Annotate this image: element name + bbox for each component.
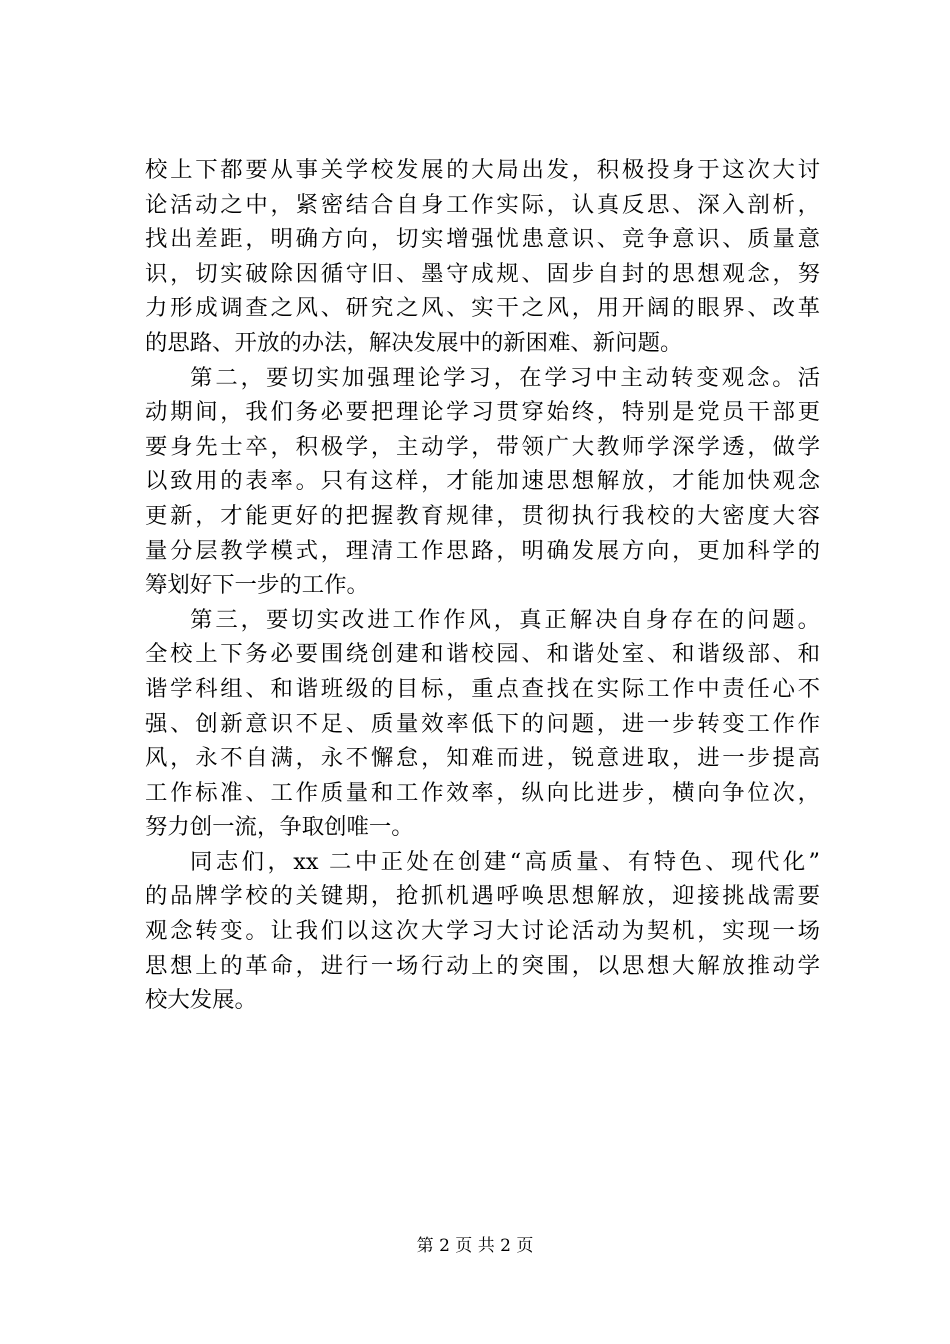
- text-line: 识，切实破除因循守旧、墨守成规、固步自封的思想观念，努: [145, 260, 820, 287]
- page-footer: [0, 1234, 950, 1258]
- text-line: 同志们，xx 二中正处在创建“高质量、有特色、现代化”: [190, 848, 820, 875]
- text-line: 努力创一流，争取创唯一。: [145, 814, 414, 841]
- text-line: 要身先士卒，积极学，主动学，带领广大教师学深学透，做学: [145, 433, 820, 460]
- text-line: 以致用的表率。只有这样，才能加速思想解放，才能加快观念: [145, 468, 820, 495]
- page-number: 第 2 页 共 2 页: [416, 1236, 534, 1256]
- text-line: 风，永不自满，永不懈怠，知难而进，锐意进取，进一步提高: [145, 745, 820, 772]
- text-line: 筹划好下一步的工作。: [145, 572, 369, 599]
- text-line: 第二，要切实加强理论学习，在学习中主动转变观念。活: [190, 364, 820, 391]
- paragraph-1: [145, 153, 820, 361]
- text-line: 量分层教学模式，理清工作思路，明确发展方向，更加科学的: [145, 537, 820, 564]
- text-line: 工作标准、工作质量和工作效率，纵向比进步，横向争位次，: [145, 779, 820, 806]
- paragraph-3: [145, 603, 820, 845]
- text-line: 更新，才能更好的把握教育规律，贯彻执行我校的大密度大容: [145, 502, 820, 529]
- text-line: 强、创新意识不足、质量效率低下的问题，进一步转变工作作: [145, 710, 820, 737]
- text-line: 的思路、开放的办法，解决发展中的新困难、新问题。: [145, 329, 683, 356]
- paragraph-2: [145, 361, 820, 603]
- text-line: 力形成调查之风、研究之风、实干之风，用开阔的眼界、改革: [145, 295, 820, 322]
- document-body: [145, 153, 820, 1018]
- paragraph-4: [145, 845, 820, 1018]
- text-line: 思想上的革命，进行一场行动上的突围，以思想大解放推动学: [145, 952, 820, 979]
- text-line: 校大发展。: [145, 987, 257, 1014]
- text-line: 动期间，我们务必要把理论学习贯穿始终，特别是党员干部更: [145, 399, 820, 426]
- text-line: 找出差距，明确方向，切实增强忧患意识、竞争意识、质量意: [145, 226, 820, 253]
- text-line: 第三，要切实改进工作作风，真正解决自身存在的问题。: [190, 606, 820, 633]
- text-line: 全校上下务必要围绕创建和谐校园、和谐处室、和谐级部、和: [145, 641, 820, 668]
- text-line: 观念转变。让我们以这次大学习大讨论活动为契机，实现一场: [145, 918, 820, 945]
- text-line: 校上下都要从事关学校发展的大局出发，积极投身于这次大讨: [145, 157, 820, 183]
- text-line: 谐学科组、和谐班级的目标，重点查找在实际工作中责任心不: [145, 675, 820, 702]
- text-line: 论活动之中，紧密结合自身工作实际，认真反思、深入剖析，: [145, 191, 820, 218]
- text-line: 的品牌学校的关键期，抢抓机遇呼唤思想解放，迎接挑战需要: [145, 883, 820, 910]
